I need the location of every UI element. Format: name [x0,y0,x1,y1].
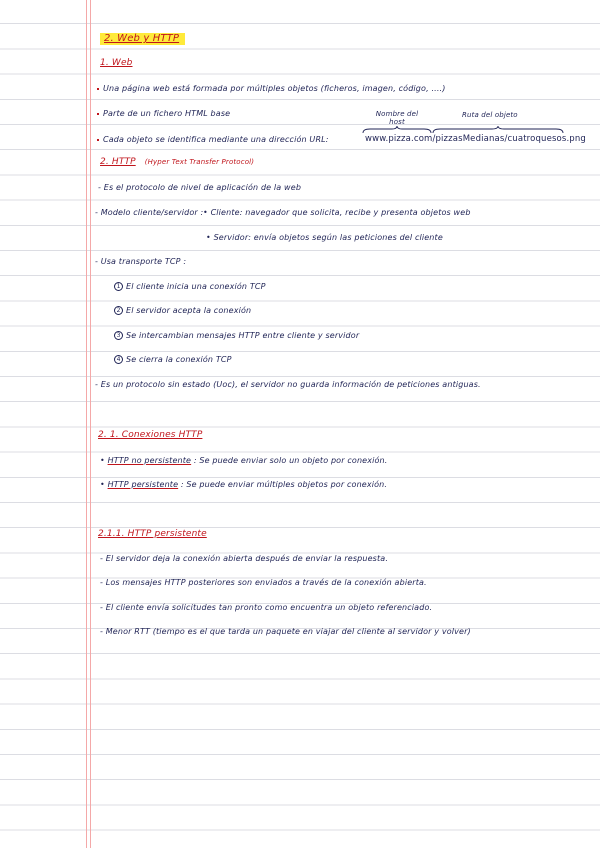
http-heading-full: (Hyper Text Transfer Protocol) [144,158,255,166]
server-definition: • Servidor: envía objetos según las peticiones del cliente [206,233,443,242]
step-number: 4 [114,355,123,364]
step-text: Se intercambian mensajes HTTP entre cliente y servidor [126,331,360,340]
page-title: 2. Web y HTTP [100,34,185,44]
section-heading-web: 1. Web [100,58,133,68]
stateless-note: - Es un protocolo sin estado (Uoc), el servidor no guarda información de peticiones antiguas. [95,380,481,389]
margin-line [86,0,87,848]
persistent-item: - Los mensajes HTTP posteriores son enviados a través de la conexión abierta. [100,578,427,587]
step-number: 1 [114,282,123,291]
client-definition: • Cliente: navegador que solicita, recibe y presenta objetos web [203,208,471,217]
http-line-1: - Es el protocolo de nivel de aplicación de la web [98,183,302,192]
persistent-line: • HTTP persistente : Se puede enviar múltiples objetos por conexión. [100,480,388,489]
persistent-item: - El cliente envía solicitudes tan pronto como encuentra un objeto referenciado. [100,603,433,612]
margin-line [90,0,91,848]
model-label: - Modelo cliente/servidor : [95,208,204,217]
http-heading-label: 2. HTTP [100,157,136,167]
path-brace [432,126,564,134]
step-number: 2 [114,306,123,315]
non-persistent-line: • HTTP no persistente : Se puede enviar solo un objeto por conexión. [100,456,388,465]
section-heading-connections: 2. 1. Conexiones HTTP [98,430,203,440]
section-heading-http [100,157,254,167]
persistent-item: - Menor RTT (tiempo es el que tarda un paquete en viajar del cliente al servidor y volver) [100,627,471,636]
step-text: Se cierra la conexión TCP [126,355,232,364]
path-label: Ruta del objeto [462,111,518,119]
web-line-2: Parte de un fichero HTML base [103,109,231,118]
section-heading-persistent: 2.1.1. HTTP persistente [98,529,207,539]
host-label: Nombre del host [375,110,419,126]
step-text: El servidor acepta la conexión [126,306,252,315]
web-line-3: Cada objeto se identifica mediante una dirección URL: [103,135,329,144]
step-text: El cliente inicia una conexión TCP [126,282,266,291]
bullet-marker [97,113,99,115]
step-number: 3 [114,331,123,340]
bullet-marker [97,139,99,141]
web-line-1: Una página web está formada por múltiples objetos (ficheros, imagen, código, ....) [103,84,446,93]
host-brace [362,126,432,134]
url-example: www.pizza.com/pizzasMedianas/cuatroquesos.png [365,134,586,144]
persistent-item: - El servidor deja la conexión abierta después de enviar la respuesta. [100,554,389,563]
bullet-marker [97,88,99,90]
tcp-label: - Usa transporte TCP : [95,257,187,266]
